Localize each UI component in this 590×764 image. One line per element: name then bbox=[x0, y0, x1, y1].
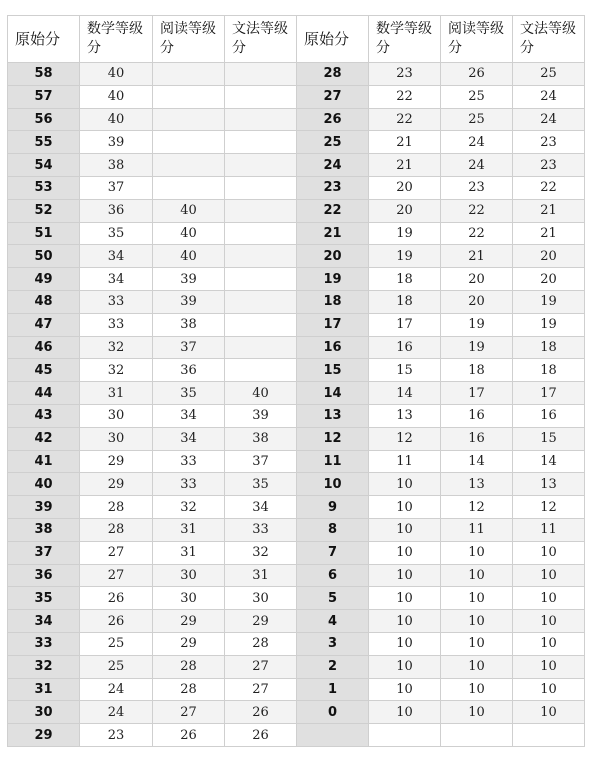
cell-reading-grade-right: 10 bbox=[441, 564, 513, 587]
cell-grammar-grade-right: 23 bbox=[513, 131, 585, 154]
cell-grammar-grade-right: 14 bbox=[513, 450, 585, 473]
cell-grammar-grade-right: 10 bbox=[513, 632, 585, 655]
cell-math-grade-right: 20 bbox=[369, 199, 441, 222]
cell-grammar-grade-right: 15 bbox=[513, 427, 585, 450]
cell-raw-score-right: 27 bbox=[297, 85, 369, 108]
table-body bbox=[8, 63, 585, 747]
cell-grammar-grade-left: 35 bbox=[225, 473, 297, 496]
header-grammar-grade-left: 文法等级分 bbox=[225, 16, 297, 63]
cell-reading-grade-right: 18 bbox=[441, 359, 513, 382]
cell-math-grade-right: 10 bbox=[369, 678, 441, 701]
cell-math-grade-right: 14 bbox=[369, 382, 441, 405]
cell-reading-grade-right: 10 bbox=[441, 587, 513, 610]
table-row bbox=[8, 564, 585, 587]
cell-grammar-grade-left: 28 bbox=[225, 632, 297, 655]
cell-raw-score-left: 30 bbox=[8, 701, 80, 724]
cell-grammar-grade-left bbox=[225, 154, 297, 177]
cell-raw-score-left: 54 bbox=[8, 154, 80, 177]
header-raw-score-left: 原始分 bbox=[8, 16, 80, 63]
cell-grammar-grade-right: 13 bbox=[513, 473, 585, 496]
header-math-grade-left: 数学等级分 bbox=[80, 16, 153, 63]
table-row bbox=[8, 518, 585, 541]
cell-raw-score-right: 22 bbox=[297, 199, 369, 222]
table-row bbox=[8, 496, 585, 519]
table-row bbox=[8, 336, 585, 359]
cell-raw-score-left: 35 bbox=[8, 587, 80, 610]
cell-math-grade-left: 27 bbox=[80, 564, 153, 587]
table-row bbox=[8, 678, 585, 701]
cell-grammar-grade-right: 20 bbox=[513, 245, 585, 268]
cell-reading-grade-left: 33 bbox=[153, 473, 225, 496]
cell-grammar-grade-right: 18 bbox=[513, 359, 585, 382]
cell-math-grade-left: 33 bbox=[80, 290, 153, 313]
cell-grammar-grade-left bbox=[225, 108, 297, 131]
cell-math-grade-left: 26 bbox=[80, 587, 153, 610]
cell-math-grade-left: 30 bbox=[80, 427, 153, 450]
table-row bbox=[8, 701, 585, 724]
cell-math-grade-right: 13 bbox=[369, 404, 441, 427]
cell-raw-score-right bbox=[297, 724, 369, 747]
table-row bbox=[8, 131, 585, 154]
cell-raw-score-right: 19 bbox=[297, 268, 369, 291]
cell-raw-score-right: 2 bbox=[297, 655, 369, 678]
cell-reading-grade-right: 13 bbox=[441, 473, 513, 496]
cell-math-grade-right: 10 bbox=[369, 701, 441, 724]
cell-math-grade-left: 23 bbox=[80, 724, 153, 747]
table-row bbox=[8, 222, 585, 245]
cell-raw-score-right: 10 bbox=[297, 473, 369, 496]
cell-grammar-grade-right: 12 bbox=[513, 496, 585, 519]
cell-math-grade-right: 18 bbox=[369, 268, 441, 291]
table-row bbox=[8, 541, 585, 564]
cell-raw-score-left: 41 bbox=[8, 450, 80, 473]
cell-reading-grade-left bbox=[153, 176, 225, 199]
cell-math-grade-right: 21 bbox=[369, 154, 441, 177]
cell-raw-score-left: 37 bbox=[8, 541, 80, 564]
cell-math-grade-right: 17 bbox=[369, 313, 441, 336]
cell-math-grade-left: 30 bbox=[80, 404, 153, 427]
cell-reading-grade-right: 19 bbox=[441, 336, 513, 359]
cell-raw-score-right: 5 bbox=[297, 587, 369, 610]
cell-grammar-grade-left: 38 bbox=[225, 427, 297, 450]
cell-reading-grade-left bbox=[153, 131, 225, 154]
cell-grammar-grade-right: 23 bbox=[513, 154, 585, 177]
cell-raw-score-left: 40 bbox=[8, 473, 80, 496]
cell-reading-grade-right bbox=[441, 724, 513, 747]
cell-grammar-grade-right: 10 bbox=[513, 541, 585, 564]
cell-raw-score-left: 39 bbox=[8, 496, 80, 519]
cell-reading-grade-left: 36 bbox=[153, 359, 225, 382]
cell-reading-grade-right: 10 bbox=[441, 701, 513, 724]
cell-math-grade-left: 40 bbox=[80, 63, 153, 86]
cell-math-grade-left: 31 bbox=[80, 382, 153, 405]
cell-raw-score-left: 57 bbox=[8, 85, 80, 108]
cell-reading-grade-right: 10 bbox=[441, 678, 513, 701]
cell-reading-grade-left: 40 bbox=[153, 245, 225, 268]
cell-raw-score-left: 51 bbox=[8, 222, 80, 245]
cell-math-grade-left: 27 bbox=[80, 541, 153, 564]
table-row bbox=[8, 587, 585, 610]
cell-math-grade-right: 23 bbox=[369, 63, 441, 86]
cell-grammar-grade-left: 34 bbox=[225, 496, 297, 519]
cell-reading-grade-left: 29 bbox=[153, 632, 225, 655]
cell-grammar-grade-right: 24 bbox=[513, 108, 585, 131]
cell-math-grade-left: 40 bbox=[80, 108, 153, 131]
cell-reading-grade-right: 10 bbox=[441, 541, 513, 564]
cell-grammar-grade-right: 19 bbox=[513, 290, 585, 313]
cell-reading-grade-left: 27 bbox=[153, 701, 225, 724]
cell-raw-score-left: 38 bbox=[8, 518, 80, 541]
cell-raw-score-left: 46 bbox=[8, 336, 80, 359]
header-raw-score-right: 原始分 bbox=[297, 16, 369, 63]
cell-math-grade-left: 36 bbox=[80, 199, 153, 222]
cell-raw-score-left: 56 bbox=[8, 108, 80, 131]
cell-grammar-grade-left: 33 bbox=[225, 518, 297, 541]
cell-raw-score-left: 31 bbox=[8, 678, 80, 701]
cell-math-grade-left: 40 bbox=[80, 85, 153, 108]
score-conversion-table bbox=[7, 15, 585, 747]
cell-math-grade-right: 10 bbox=[369, 610, 441, 633]
cell-raw-score-left: 45 bbox=[8, 359, 80, 382]
cell-raw-score-right: 0 bbox=[297, 701, 369, 724]
cell-grammar-grade-right: 21 bbox=[513, 199, 585, 222]
cell-reading-grade-right: 11 bbox=[441, 518, 513, 541]
cell-raw-score-right: 7 bbox=[297, 541, 369, 564]
cell-reading-grade-right: 10 bbox=[441, 610, 513, 633]
cell-math-grade-left: 24 bbox=[80, 678, 153, 701]
cell-raw-score-right: 9 bbox=[297, 496, 369, 519]
cell-raw-score-right: 26 bbox=[297, 108, 369, 131]
cell-reading-grade-right: 24 bbox=[441, 154, 513, 177]
cell-reading-grade-left: 33 bbox=[153, 450, 225, 473]
cell-grammar-grade-right: 16 bbox=[513, 404, 585, 427]
cell-reading-grade-right: 16 bbox=[441, 404, 513, 427]
cell-raw-score-right: 20 bbox=[297, 245, 369, 268]
cell-reading-grade-left bbox=[153, 63, 225, 86]
cell-grammar-grade-left: 29 bbox=[225, 610, 297, 633]
cell-math-grade-left: 34 bbox=[80, 268, 153, 291]
cell-reading-grade-right: 21 bbox=[441, 245, 513, 268]
cell-grammar-grade-left bbox=[225, 63, 297, 86]
cell-grammar-grade-left bbox=[225, 85, 297, 108]
cell-grammar-grade-left bbox=[225, 336, 297, 359]
table-row bbox=[8, 632, 585, 655]
cell-reading-grade-left: 39 bbox=[153, 268, 225, 291]
score-conversion-table-container bbox=[7, 15, 585, 747]
cell-math-grade-left: 25 bbox=[80, 632, 153, 655]
cell-raw-score-left: 49 bbox=[8, 268, 80, 291]
cell-math-grade-right: 22 bbox=[369, 108, 441, 131]
table-row bbox=[8, 404, 585, 427]
cell-raw-score-left: 55 bbox=[8, 131, 80, 154]
cell-grammar-grade-left: 37 bbox=[225, 450, 297, 473]
cell-grammar-grade-right: 21 bbox=[513, 222, 585, 245]
cell-reading-grade-left bbox=[153, 154, 225, 177]
cell-reading-grade-left: 34 bbox=[153, 427, 225, 450]
table-row bbox=[8, 382, 585, 405]
cell-grammar-grade-right: 11 bbox=[513, 518, 585, 541]
table-row bbox=[8, 199, 585, 222]
table-row bbox=[8, 473, 585, 496]
cell-raw-score-right: 8 bbox=[297, 518, 369, 541]
cell-grammar-grade-left: 31 bbox=[225, 564, 297, 587]
cell-math-grade-left: 24 bbox=[80, 701, 153, 724]
cell-grammar-grade-right: 20 bbox=[513, 268, 585, 291]
cell-grammar-grade-right: 10 bbox=[513, 587, 585, 610]
cell-raw-score-right: 15 bbox=[297, 359, 369, 382]
cell-raw-score-left: 34 bbox=[8, 610, 80, 633]
table-row bbox=[8, 245, 585, 268]
cell-reading-grade-left: 30 bbox=[153, 564, 225, 587]
cell-reading-grade-left: 40 bbox=[153, 222, 225, 245]
cell-reading-grade-right: 17 bbox=[441, 382, 513, 405]
cell-math-grade-right: 10 bbox=[369, 541, 441, 564]
cell-reading-grade-right: 16 bbox=[441, 427, 513, 450]
table-row bbox=[8, 85, 585, 108]
cell-grammar-grade-left: 27 bbox=[225, 678, 297, 701]
cell-math-grade-right: 15 bbox=[369, 359, 441, 382]
cell-reading-grade-left: 32 bbox=[153, 496, 225, 519]
cell-reading-grade-left: 26 bbox=[153, 724, 225, 747]
cell-reading-grade-left: 29 bbox=[153, 610, 225, 633]
cell-grammar-grade-left bbox=[225, 131, 297, 154]
cell-reading-grade-right: 20 bbox=[441, 268, 513, 291]
cell-math-grade-left: 35 bbox=[80, 222, 153, 245]
table-row bbox=[8, 359, 585, 382]
cell-grammar-grade-left: 26 bbox=[225, 724, 297, 747]
table-row bbox=[8, 610, 585, 633]
cell-math-grade-right: 11 bbox=[369, 450, 441, 473]
cell-raw-score-left: 47 bbox=[8, 313, 80, 336]
cell-reading-grade-left: 31 bbox=[153, 541, 225, 564]
cell-reading-grade-right: 10 bbox=[441, 655, 513, 678]
cell-grammar-grade-left: 27 bbox=[225, 655, 297, 678]
cell-reading-grade-right: 22 bbox=[441, 222, 513, 245]
cell-reading-grade-left: 35 bbox=[153, 382, 225, 405]
cell-grammar-grade-left bbox=[225, 176, 297, 199]
cell-math-grade-right: 16 bbox=[369, 336, 441, 359]
cell-raw-score-left: 50 bbox=[8, 245, 80, 268]
cell-math-grade-left: 28 bbox=[80, 518, 153, 541]
table-row bbox=[8, 450, 585, 473]
cell-math-grade-right: 18 bbox=[369, 290, 441, 313]
cell-grammar-grade-left bbox=[225, 199, 297, 222]
cell-reading-grade-left: 37 bbox=[153, 336, 225, 359]
cell-raw-score-left: 36 bbox=[8, 564, 80, 587]
cell-grammar-grade-right bbox=[513, 724, 585, 747]
cell-math-grade-left: 39 bbox=[80, 131, 153, 154]
cell-grammar-grade-right: 10 bbox=[513, 564, 585, 587]
header-row bbox=[8, 16, 585, 63]
cell-grammar-grade-left bbox=[225, 245, 297, 268]
header-reading-grade-right: 阅读等级分 bbox=[441, 16, 513, 63]
cell-raw-score-right: 16 bbox=[297, 336, 369, 359]
cell-grammar-grade-right: 24 bbox=[513, 85, 585, 108]
header-math-grade-right: 数学等级分 bbox=[369, 16, 441, 63]
cell-raw-score-right: 21 bbox=[297, 222, 369, 245]
cell-raw-score-right: 17 bbox=[297, 313, 369, 336]
cell-raw-score-right: 28 bbox=[297, 63, 369, 86]
cell-raw-score-right: 24 bbox=[297, 154, 369, 177]
cell-reading-grade-right: 25 bbox=[441, 108, 513, 131]
cell-raw-score-left: 52 bbox=[8, 199, 80, 222]
cell-grammar-grade-left: 32 bbox=[225, 541, 297, 564]
cell-math-grade-right: 10 bbox=[369, 655, 441, 678]
cell-grammar-grade-left bbox=[225, 222, 297, 245]
cell-raw-score-right: 12 bbox=[297, 427, 369, 450]
table-row bbox=[8, 724, 585, 747]
cell-raw-score-right: 6 bbox=[297, 564, 369, 587]
cell-raw-score-left: 53 bbox=[8, 176, 80, 199]
cell-raw-score-right: 14 bbox=[297, 382, 369, 405]
cell-reading-grade-right: 25 bbox=[441, 85, 513, 108]
cell-grammar-grade-right: 10 bbox=[513, 701, 585, 724]
cell-grammar-grade-right: 18 bbox=[513, 336, 585, 359]
cell-reading-grade-left: 34 bbox=[153, 404, 225, 427]
cell-math-grade-left: 28 bbox=[80, 496, 153, 519]
cell-math-grade-right: 10 bbox=[369, 496, 441, 519]
table-row bbox=[8, 108, 585, 131]
cell-raw-score-left: 43 bbox=[8, 404, 80, 427]
cell-math-grade-right: 10 bbox=[369, 473, 441, 496]
cell-grammar-grade-right: 17 bbox=[513, 382, 585, 405]
cell-reading-grade-left bbox=[153, 108, 225, 131]
cell-math-grade-left: 29 bbox=[80, 473, 153, 496]
cell-math-grade-right bbox=[369, 724, 441, 747]
cell-reading-grade-right: 12 bbox=[441, 496, 513, 519]
cell-raw-score-right: 11 bbox=[297, 450, 369, 473]
cell-reading-grade-right: 22 bbox=[441, 199, 513, 222]
cell-raw-score-left: 44 bbox=[8, 382, 80, 405]
cell-grammar-grade-right: 10 bbox=[513, 610, 585, 633]
cell-raw-score-left: 29 bbox=[8, 724, 80, 747]
table-row bbox=[8, 63, 585, 86]
cell-raw-score-left: 32 bbox=[8, 655, 80, 678]
cell-raw-score-right: 1 bbox=[297, 678, 369, 701]
cell-math-grade-right: 21 bbox=[369, 131, 441, 154]
cell-math-grade-right: 10 bbox=[369, 518, 441, 541]
cell-reading-grade-right: 20 bbox=[441, 290, 513, 313]
cell-reading-grade-left: 28 bbox=[153, 678, 225, 701]
cell-grammar-grade-left bbox=[225, 268, 297, 291]
cell-grammar-grade-left bbox=[225, 359, 297, 382]
cell-reading-grade-left bbox=[153, 85, 225, 108]
cell-grammar-grade-left bbox=[225, 313, 297, 336]
cell-grammar-grade-left: 39 bbox=[225, 404, 297, 427]
cell-reading-grade-left: 28 bbox=[153, 655, 225, 678]
cell-raw-score-right: 4 bbox=[297, 610, 369, 633]
table-row bbox=[8, 268, 585, 291]
cell-math-grade-right: 19 bbox=[369, 245, 441, 268]
cell-reading-grade-left: 30 bbox=[153, 587, 225, 610]
cell-math-grade-left: 29 bbox=[80, 450, 153, 473]
cell-reading-grade-right: 23 bbox=[441, 176, 513, 199]
cell-reading-grade-right: 10 bbox=[441, 632, 513, 655]
cell-raw-score-right: 3 bbox=[297, 632, 369, 655]
cell-reading-grade-left: 38 bbox=[153, 313, 225, 336]
cell-math-grade-right: 19 bbox=[369, 222, 441, 245]
cell-grammar-grade-right: 10 bbox=[513, 655, 585, 678]
cell-reading-grade-left: 40 bbox=[153, 199, 225, 222]
cell-reading-grade-right: 24 bbox=[441, 131, 513, 154]
cell-math-grade-left: 25 bbox=[80, 655, 153, 678]
cell-grammar-grade-right: 19 bbox=[513, 313, 585, 336]
cell-raw-score-left: 58 bbox=[8, 63, 80, 86]
cell-math-grade-right: 12 bbox=[369, 427, 441, 450]
cell-math-grade-left: 33 bbox=[80, 313, 153, 336]
table-row bbox=[8, 154, 585, 177]
cell-grammar-grade-right: 25 bbox=[513, 63, 585, 86]
cell-math-grade-left: 38 bbox=[80, 154, 153, 177]
cell-math-grade-left: 32 bbox=[80, 336, 153, 359]
cell-math-grade-right: 10 bbox=[369, 632, 441, 655]
cell-reading-grade-right: 14 bbox=[441, 450, 513, 473]
cell-math-grade-right: 22 bbox=[369, 85, 441, 108]
cell-math-grade-left: 37 bbox=[80, 176, 153, 199]
cell-math-grade-left: 26 bbox=[80, 610, 153, 633]
cell-math-grade-right: 20 bbox=[369, 176, 441, 199]
table-row bbox=[8, 427, 585, 450]
cell-reading-grade-left: 31 bbox=[153, 518, 225, 541]
cell-math-grade-right: 10 bbox=[369, 564, 441, 587]
header-grammar-grade-right: 文法等级分 bbox=[513, 16, 585, 63]
cell-raw-score-right: 23 bbox=[297, 176, 369, 199]
cell-grammar-grade-left bbox=[225, 290, 297, 313]
cell-grammar-grade-right: 22 bbox=[513, 176, 585, 199]
cell-math-grade-right: 10 bbox=[369, 587, 441, 610]
table-row bbox=[8, 313, 585, 336]
table-row bbox=[8, 176, 585, 199]
cell-grammar-grade-left: 40 bbox=[225, 382, 297, 405]
cell-math-grade-left: 32 bbox=[80, 359, 153, 382]
header-reading-grade-left: 阅读等级分 bbox=[153, 16, 225, 63]
cell-reading-grade-left: 39 bbox=[153, 290, 225, 313]
cell-reading-grade-right: 19 bbox=[441, 313, 513, 336]
cell-grammar-grade-left: 30 bbox=[225, 587, 297, 610]
cell-raw-score-right: 25 bbox=[297, 131, 369, 154]
cell-reading-grade-right: 26 bbox=[441, 63, 513, 86]
table-row bbox=[8, 655, 585, 678]
cell-raw-score-left: 42 bbox=[8, 427, 80, 450]
cell-grammar-grade-left: 26 bbox=[225, 701, 297, 724]
cell-math-grade-left: 34 bbox=[80, 245, 153, 268]
cell-raw-score-left: 48 bbox=[8, 290, 80, 313]
table-row bbox=[8, 290, 585, 313]
cell-raw-score-left: 33 bbox=[8, 632, 80, 655]
cell-grammar-grade-right: 10 bbox=[513, 678, 585, 701]
cell-raw-score-right: 18 bbox=[297, 290, 369, 313]
cell-raw-score-right: 13 bbox=[297, 404, 369, 427]
